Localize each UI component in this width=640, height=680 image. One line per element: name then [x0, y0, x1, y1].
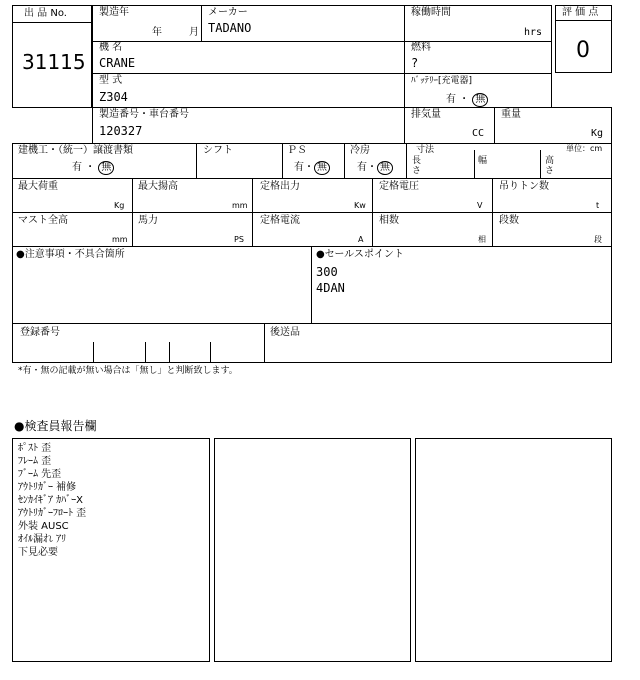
year-unit: 年	[152, 27, 162, 38]
max-load-label: 最大荷重	[18, 181, 58, 192]
inspector-line: ｱｳﾄﾘｶﾞｰ 補修	[18, 482, 77, 493]
rated-output-label: 定格出力	[260, 181, 300, 192]
horsepower-unit: PS	[234, 235, 244, 244]
rated-voltage-unit: V	[477, 201, 483, 210]
cooling-label: 冷房	[350, 145, 370, 156]
inspector-line: 外装 AUSC	[18, 521, 69, 532]
type-box	[92, 73, 405, 108]
maker-label: メーカー	[208, 7, 248, 18]
mast-height-label: マスト全高	[18, 215, 68, 226]
ps-yes: 有・ 無	[294, 161, 330, 175]
stages-label: 段数	[499, 215, 519, 226]
cooling-no-circled: 無	[377, 161, 393, 175]
width-label: 幅	[478, 156, 488, 166]
rated-current-unit: A	[358, 235, 364, 244]
lot-number: 31115	[22, 50, 86, 74]
cooling-yes: 有・ 無	[357, 161, 393, 175]
transfer-no-circled: 無	[98, 161, 114, 175]
lift-ton-unit: t	[596, 201, 600, 210]
inspector-line: ｱｳﾄﾘｶﾞｰﾌﾛｰﾄ 歪	[18, 508, 87, 519]
ps-no-circled: 無	[314, 161, 330, 175]
type-value: Z304	[99, 90, 128, 104]
fuel-label: 燃料	[411, 42, 431, 53]
shipping-label: 後送品	[270, 327, 300, 338]
weight-unit: Kg	[591, 128, 604, 139]
inspector-box-2	[214, 438, 411, 662]
battery-no-circled: 無	[472, 93, 488, 107]
lot-label: 出 品 No.	[24, 8, 67, 19]
displacement-label: 排気量	[411, 109, 441, 120]
dims-label: 寸法	[416, 145, 435, 155]
displacement-unit: CC	[472, 128, 485, 139]
height-label: 高 さ	[545, 156, 555, 176]
rated-output-unit: Kw	[354, 201, 366, 210]
rated-current-label: 定格電流	[260, 215, 300, 226]
inspector-line: ｾﾝｶｲｷﾞｱ ｶﾊﾞｰX	[18, 495, 84, 506]
lift-ton-label: 吊りトン数	[499, 181, 549, 192]
sales-label: ●セールスポイント	[316, 249, 404, 260]
inspector-line: ｵｲﾙ漏れ ｱﾘ	[18, 534, 67, 545]
hours-unit: hrs	[524, 27, 543, 38]
hours-label: 稼働時間	[411, 7, 451, 18]
registration-label: 登録番号	[20, 327, 60, 338]
ps-label: ＰＳ	[287, 145, 307, 156]
inspector-box-3	[415, 438, 612, 662]
weight-label: 重量	[501, 109, 521, 120]
inspector-line: ﾌﾞｰﾑ 先歪	[18, 469, 62, 480]
horsepower-label: 馬力	[138, 215, 158, 226]
shift-label: シフト	[203, 145, 233, 156]
phase-label: 相数	[379, 215, 399, 226]
model-label: 機 名	[99, 42, 123, 53]
shipping-box	[264, 323, 612, 363]
mfg-year-label: 製造年	[99, 7, 129, 18]
mast-height-unit: mm	[112, 235, 128, 244]
defects-label: ●注意事項・不具合箇所	[16, 249, 125, 260]
sales-line-1: 300	[316, 265, 338, 279]
length-label: 長 さ	[412, 156, 422, 176]
model-value: CRANE	[99, 56, 136, 70]
sales-line-2: 4DAN	[316, 281, 345, 295]
maker-value: TADANO	[208, 21, 252, 35]
rated-voltage-label: 定格電圧	[379, 181, 419, 192]
score-value: 0	[576, 38, 590, 63]
max-lift-unit: mm	[232, 201, 248, 210]
fuel-value: ?	[411, 56, 419, 70]
max-load-unit: Kg	[114, 201, 125, 210]
footnote: *有・無の記載が無い場合は「無し」と判断致します。	[18, 366, 238, 376]
inspector-line: ﾎﾟｽﾄ 歪	[18, 443, 52, 454]
inspector-title: ●検査員報告欄	[14, 419, 97, 433]
type-label: 型 式	[99, 75, 123, 86]
serial-label: 製造番号・車台番号	[99, 109, 189, 120]
inspector-line: ﾌﾚｰﾑ 歪	[18, 456, 52, 467]
inspector-line: 下見必要	[18, 547, 58, 558]
score-label: 評 価 点	[562, 7, 599, 18]
battery-yes: 有 ・ 無	[446, 93, 488, 107]
dims-unit: 単位：cm	[566, 144, 603, 153]
month-unit: 月	[189, 27, 199, 38]
max-lift-label: 最大揚高	[138, 181, 178, 192]
phase-unit: 相	[478, 235, 486, 244]
battery-label: ﾊﾞｯﾃﾘｰ[充電器]	[411, 76, 473, 86]
stages-unit: 段	[594, 235, 602, 244]
transfer-label: 建機工・（統一）譲渡書類	[18, 145, 133, 156]
model-box	[92, 41, 405, 74]
transfer-yes: 有 ・ 無	[72, 161, 114, 175]
serial-value: 120327	[99, 124, 143, 138]
